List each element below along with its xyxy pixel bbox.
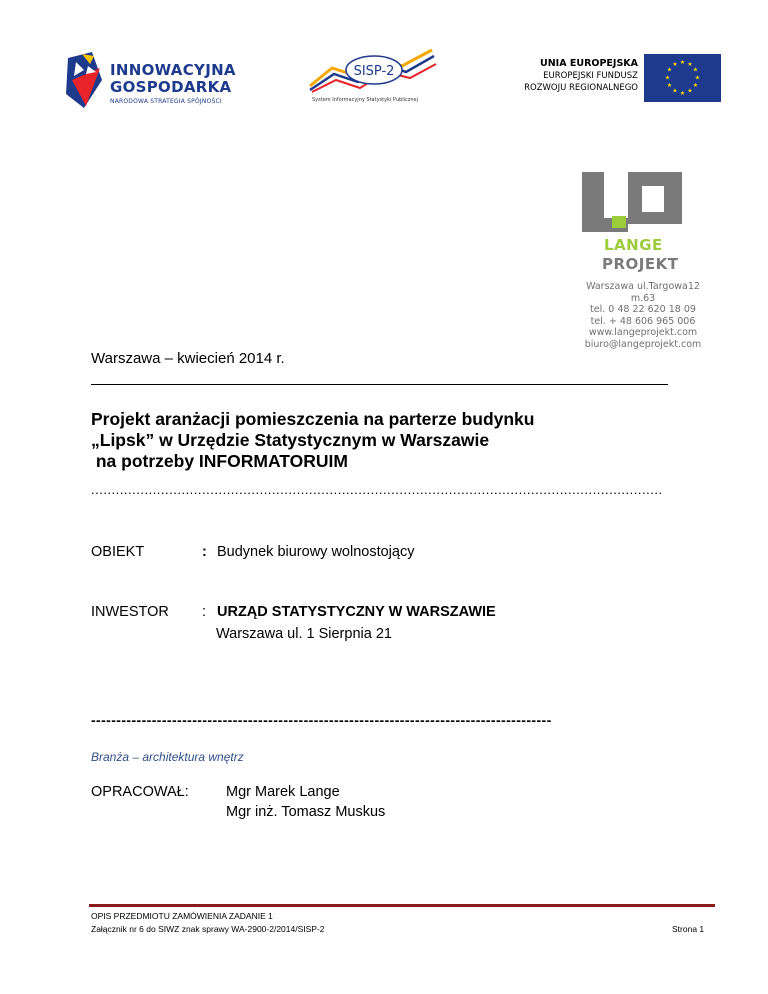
svg-text:★: ★ (687, 87, 693, 95)
dashed-separator: ------------------------------------------------------------------------------------------- (91, 712, 552, 728)
horizontal-rule (91, 384, 668, 385)
lange-contact-email: biuro@langeprojekt.com (584, 338, 702, 350)
author-1: Mgr Marek Lange (226, 784, 340, 800)
project-title-line1: Projekt aranżacji pomieszczenia na parterze budynku (91, 409, 535, 429)
obiekt-value: Budynek biurowy wolnostojący (217, 544, 415, 560)
ig-logo-line2: GOSPODARKA (110, 78, 232, 96)
svg-text:★: ★ (692, 66, 699, 74)
projekt-logo-name: PROJEKT (602, 255, 679, 273)
lange-contact-phone2: tel. + 48 606 965 006 (590, 315, 696, 327)
lange-contact-website: www.langeprojekt.com (588, 327, 698, 338)
date-line: Warszawa – kwiecień 2014 r. (91, 350, 285, 367)
sisp-2-logo (302, 46, 444, 106)
author-2: Mgr inż. Tomasz Muskus (226, 804, 386, 820)
svg-text:★: ★ (694, 74, 701, 82)
svg-text:★: ★ (664, 74, 671, 82)
sisp-logo-title: SISP-2 (353, 64, 395, 79)
lange-logo-name: LANGE (604, 236, 663, 254)
footer-line2: Załącznik nr 6 do SIWZ znak sprawy WA-2900-2/2014/SISP-2 (91, 924, 325, 934)
svg-text:★: ★ (666, 66, 673, 74)
footer-rule (89, 904, 715, 907)
project-title-line2: „Lipsk” w Urzędzie Statystycznym w Warszawie (91, 430, 490, 450)
project-title (91, 409, 534, 472)
svg-text:★: ★ (666, 82, 673, 89)
inwestor-separator: : (202, 604, 207, 620)
eu-logo-line1: UNIA EUROPEJSKA (540, 58, 638, 69)
sisp-emblem-icon (302, 46, 444, 96)
eu-logo-text (510, 58, 638, 94)
footer-line1: OPIS PRZEDMIOTU ZAMÓWIENIA ZADANIE 1 (91, 911, 273, 921)
svg-text:★: ★ (679, 90, 686, 97)
lange-contact-address: Warszawa ul.Targowa12 m.63 (586, 281, 700, 304)
lange-contact-phone1: tel. 0 48 22 620 18 09 (590, 304, 696, 315)
inwestor-label: INWESTOR (91, 604, 169, 620)
svg-text:★: ★ (672, 61, 678, 68)
svg-text:★: ★ (687, 61, 693, 68)
eu-flag-icon (644, 54, 721, 102)
ig-logo-line1: INNOWACYJNA (110, 61, 236, 79)
inwestor-value: URZĄD STATYSTYCZNY W WARSZAWIE (217, 604, 496, 620)
eu-logo-line3: ROZWOJU REGIONALNEGO (524, 83, 638, 93)
innowacyjna-gospodarka-logo (62, 50, 247, 110)
opracowal-label: OPRACOWAŁ: (91, 784, 189, 800)
branza-line: Branża – architektura wnętrz (91, 750, 244, 764)
page-number: Strona 1 (672, 924, 705, 934)
lange-contact-block (573, 281, 713, 350)
ig-logo-subtitle: NARODOWA STRATEGIA SPÓJNOŚCI (110, 98, 222, 105)
dotted-separator: ........................................................................................................................................... (91, 482, 663, 497)
project-title-line3: na potrzeby INFORMATORUIM (91, 451, 348, 471)
sisp-logo-subtitle: System Informacyjny Statystyki Publicznej (312, 97, 418, 103)
ig-emblem-icon (62, 50, 106, 110)
obiekt-separator: : (202, 544, 207, 560)
svg-text:★: ★ (679, 59, 686, 66)
svg-text:★: ★ (692, 82, 699, 89)
inwestor-address: Warszawa ul. 1 Sierpnia 21 (216, 626, 392, 642)
eu-logo-line2: EUROPEJSKI FUNDUSZ (543, 71, 638, 81)
obiekt-label: OBIEKT (91, 544, 145, 560)
svg-text:★: ★ (672, 87, 678, 95)
